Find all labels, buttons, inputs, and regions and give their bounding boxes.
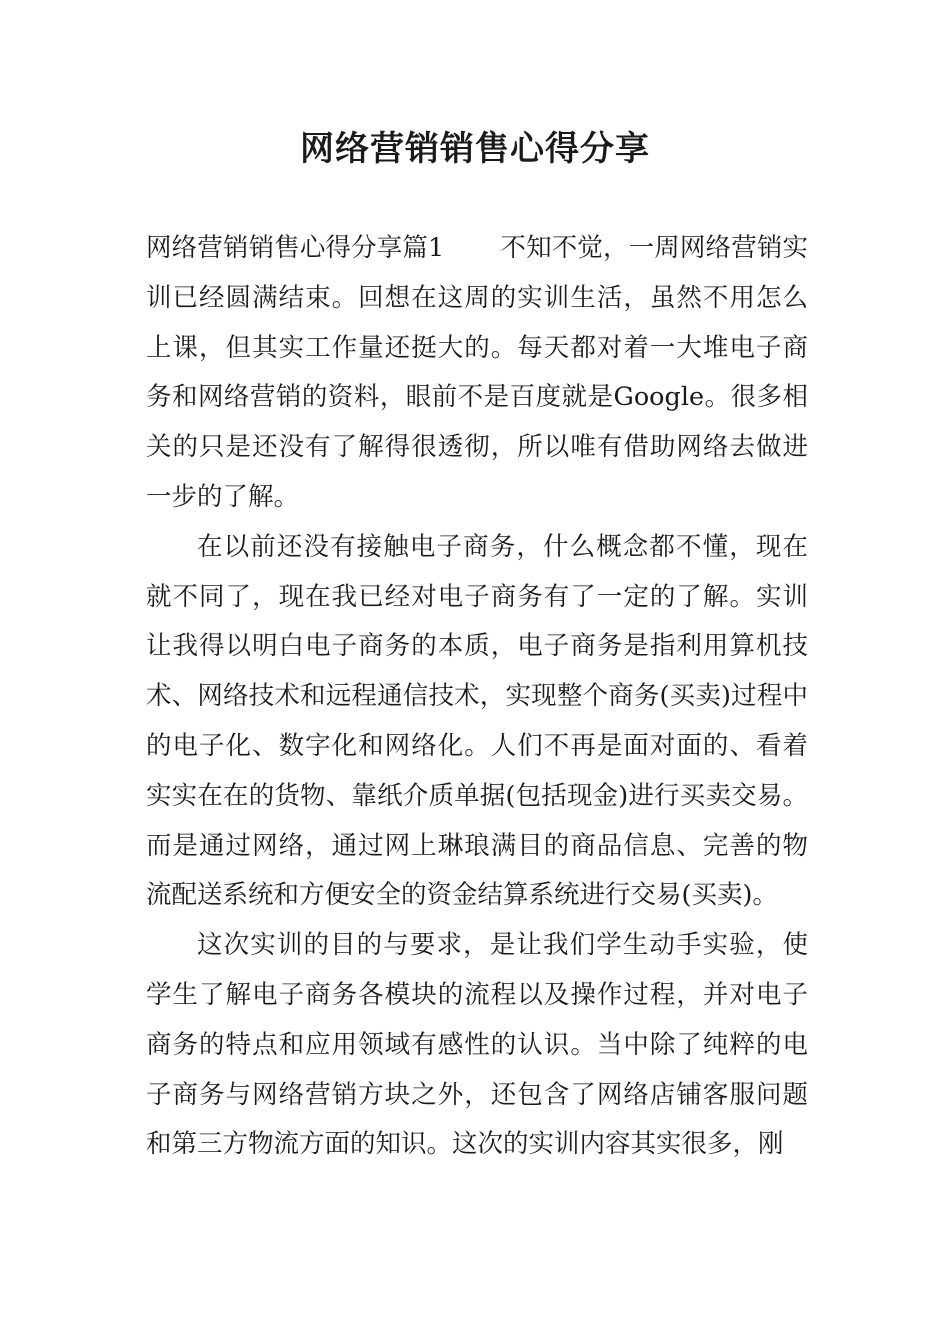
paragraph-1-text: 不知不觉，一周网络营销实训已经圆满结束。回想在这周的实训生活，虽然不用怎么上课，但其实工作量还挺大的。每天都对着一大堆电子商务和网络营销的资料，眼前不是百度就是Google。很多相关的只是还没有了解得很透彻，所以唯有借助网络去做进一步的了解。 <box>146 233 808 512</box>
paragraph-2: 在以前还没有接触电子商务，什么概念都不懂，现在就不同了，现在我已经对电子商务有了一定的了解。实训让我得以明白电子商务的本质，电子商务是指利用算机技术、网络技术和远程通信技术，实现整个商务(买卖)过程中的电子化、数字化和网络化。人们不再是面对面的、看着实实在在的货物、靠纸介质单据(包括现金)进行买卖交易。而是通过网络，通过网上琳琅满目的商品信息、完善的物流配送系统和方便安全的资金结算系统进行交易(买卖)。 <box>146 531 808 911</box>
document-title: 网络营销销售心得分享 <box>300 129 650 169</box>
document-body <box>146 224 808 1170</box>
paragraph-1 <box>146 224 808 523</box>
paragraph-3: 这次实训的目的与要求，是让我们学生动手实验，使学生了解电子商务各模块的流程以及操作过程，并对电子商务的特点和应用领域有感性的认识。当中除了纯粹的电子商务与网络营销方块之外，还包含了网络店铺客服问题和第三方物流方面的知识。这次的实训内容其实很多，刚 <box>146 930 808 1160</box>
section-heading: 网络营销销售心得分享篇1 <box>146 233 445 263</box>
